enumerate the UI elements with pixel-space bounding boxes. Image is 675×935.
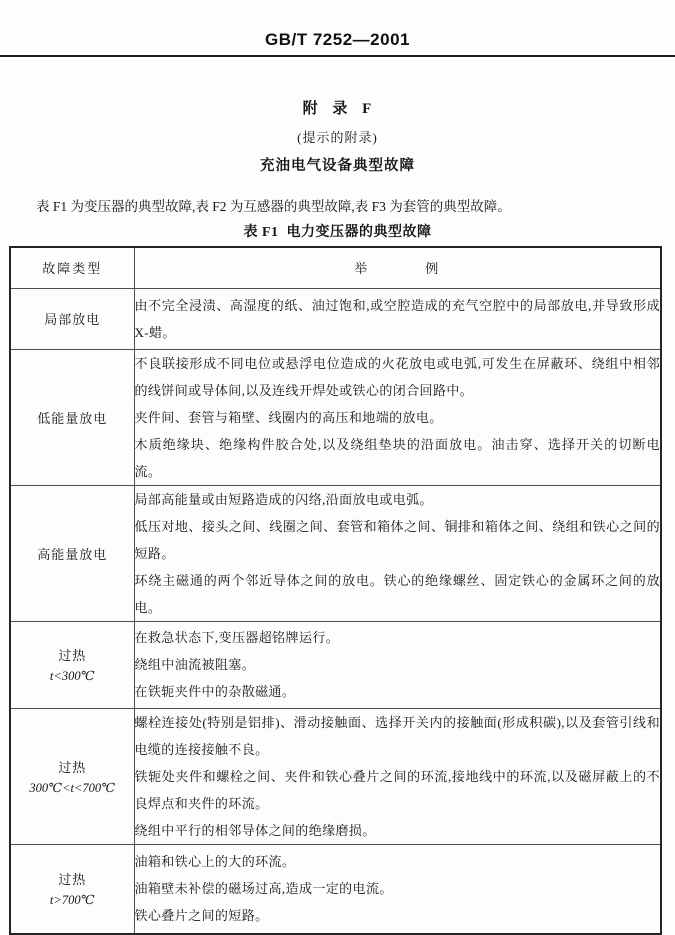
intro-paragraph: 表 F1 为变压器的典型故障,表 F2 为互感器的典型故障,表 F3 为套管的典型故障。 xyxy=(36,199,511,214)
example-text: 环绕主磁通的两个邻近导体之间的放电。铁心的绝缘螺丝、固定铁心的金属环之间的放电。 xyxy=(134,572,660,615)
fault-type-cell xyxy=(10,349,134,485)
example-text: 由不完全浸渍、高湿度的纸、油过饱和,或空腔造成的充气空腔中的局部放电,并导致形成X-蜡。 xyxy=(134,297,660,340)
examples-cell xyxy=(134,288,661,349)
fault-type-condition: t>700℃ xyxy=(49,893,95,908)
table-row-low-energy-discharge xyxy=(10,349,661,485)
examples-cell xyxy=(134,844,661,934)
table-row-overheat-below-300 xyxy=(10,621,661,708)
examples-cell xyxy=(134,708,661,844)
example-text: 螺栓连接处(特别是铝排)、滑动接触面、选择开关内的接触面(形成积碳),以及套管引线和电缆的连接接触不良。 xyxy=(134,714,660,757)
example-text: 在铁轭夹件中的杂散磁通。 xyxy=(134,684,296,699)
example-text: 木质绝缘块、绝缘构件胶合处,以及绕组垫块的沿面放电。油击穿、选择开关的切断电流。 xyxy=(134,436,660,479)
appendix-title: 附 录 F xyxy=(302,101,373,117)
table-header-row xyxy=(10,247,661,288)
examples-cell xyxy=(134,349,661,485)
header-rule xyxy=(0,55,675,57)
fault-type-cell xyxy=(10,621,134,708)
table-row-partial-discharge xyxy=(10,288,661,349)
appendix-heading: 充油电气设备典型故障 xyxy=(260,158,415,174)
fault-type-label: 高能量放电 xyxy=(37,546,108,562)
fault-type-cell xyxy=(10,288,134,349)
example-text: 铁轭处夹件和螺栓之间、夹件和铁心叠片之间的环流,接地线中的环流,以及磁屏蔽上的不良焊点和夹件的环流。 xyxy=(134,768,660,811)
fault-type-label: 局部放电 xyxy=(44,312,101,327)
fault-type-condition: t<300℃ xyxy=(49,669,95,683)
example-text: 油箱和铁心上的大的环流。 xyxy=(134,854,296,870)
example-text: 绕组中油流被阻塞。 xyxy=(134,657,256,672)
fault-type-condition: 300℃<t<700℃ xyxy=(29,780,116,795)
example-text: 局部高能量或由短路造成的闪络,沿面放电或电弧。 xyxy=(134,491,433,507)
example-text: 低压对地、接头之间、线圈之间、套管和箱体之间、铜排和箱体之间、绕组和铁心之间的短路。 xyxy=(134,518,660,561)
examples-header-char-left: 举 xyxy=(354,261,370,277)
example-text: 在救急状态下,变压器超铭牌运行。 xyxy=(134,630,340,645)
standard-code: GB/T 7252—2001 xyxy=(265,30,410,49)
examples-cell xyxy=(134,485,661,621)
table-row-overheat-above-700 xyxy=(10,844,661,934)
appendix-subtitle: (提示的附录) xyxy=(297,130,378,145)
fault-type-label: 过热 xyxy=(58,872,87,888)
fault-type-cell xyxy=(10,844,134,934)
fault-type-column-header: 故障类型 xyxy=(10,247,134,288)
examples-column-header xyxy=(134,247,661,288)
table-row-overheat-300-700 xyxy=(10,708,661,844)
examples-header-wrap xyxy=(135,258,661,277)
fault-type-label: 过热 xyxy=(58,759,87,775)
fault-type-cell xyxy=(10,485,134,621)
fault-table xyxy=(9,246,662,935)
fault-type-label: 过热 xyxy=(58,648,87,663)
examples-header-char-right: 例 xyxy=(425,261,441,277)
examples-cell xyxy=(134,621,661,708)
fault-type-cell xyxy=(10,708,134,844)
table-row-high-energy-discharge xyxy=(10,485,661,621)
table-caption: 表 F1 电力变压器的典型故障 xyxy=(243,225,432,240)
example-text: 不良联接形成不同电位或悬浮电位造成的火花放电或电弧,可发生在屏蔽环、绕组中相邻的线饼间或导体间,以及连线开焊处或铁心的闭合回路中。 xyxy=(134,355,660,398)
example-text: 铁心叠片之间的短路。 xyxy=(134,908,269,924)
fault-type-label: 低能量放电 xyxy=(37,410,108,426)
example-text: 绕组中平行的相邻导体之间的绝缘磨损。 xyxy=(134,822,376,838)
example-text: 夹件间、套管与箱壁、线圈内的高压和地端的放电。 xyxy=(134,409,443,425)
example-text: 油箱壁未补偿的磁场过高,造成一定的电流。 xyxy=(134,881,393,897)
